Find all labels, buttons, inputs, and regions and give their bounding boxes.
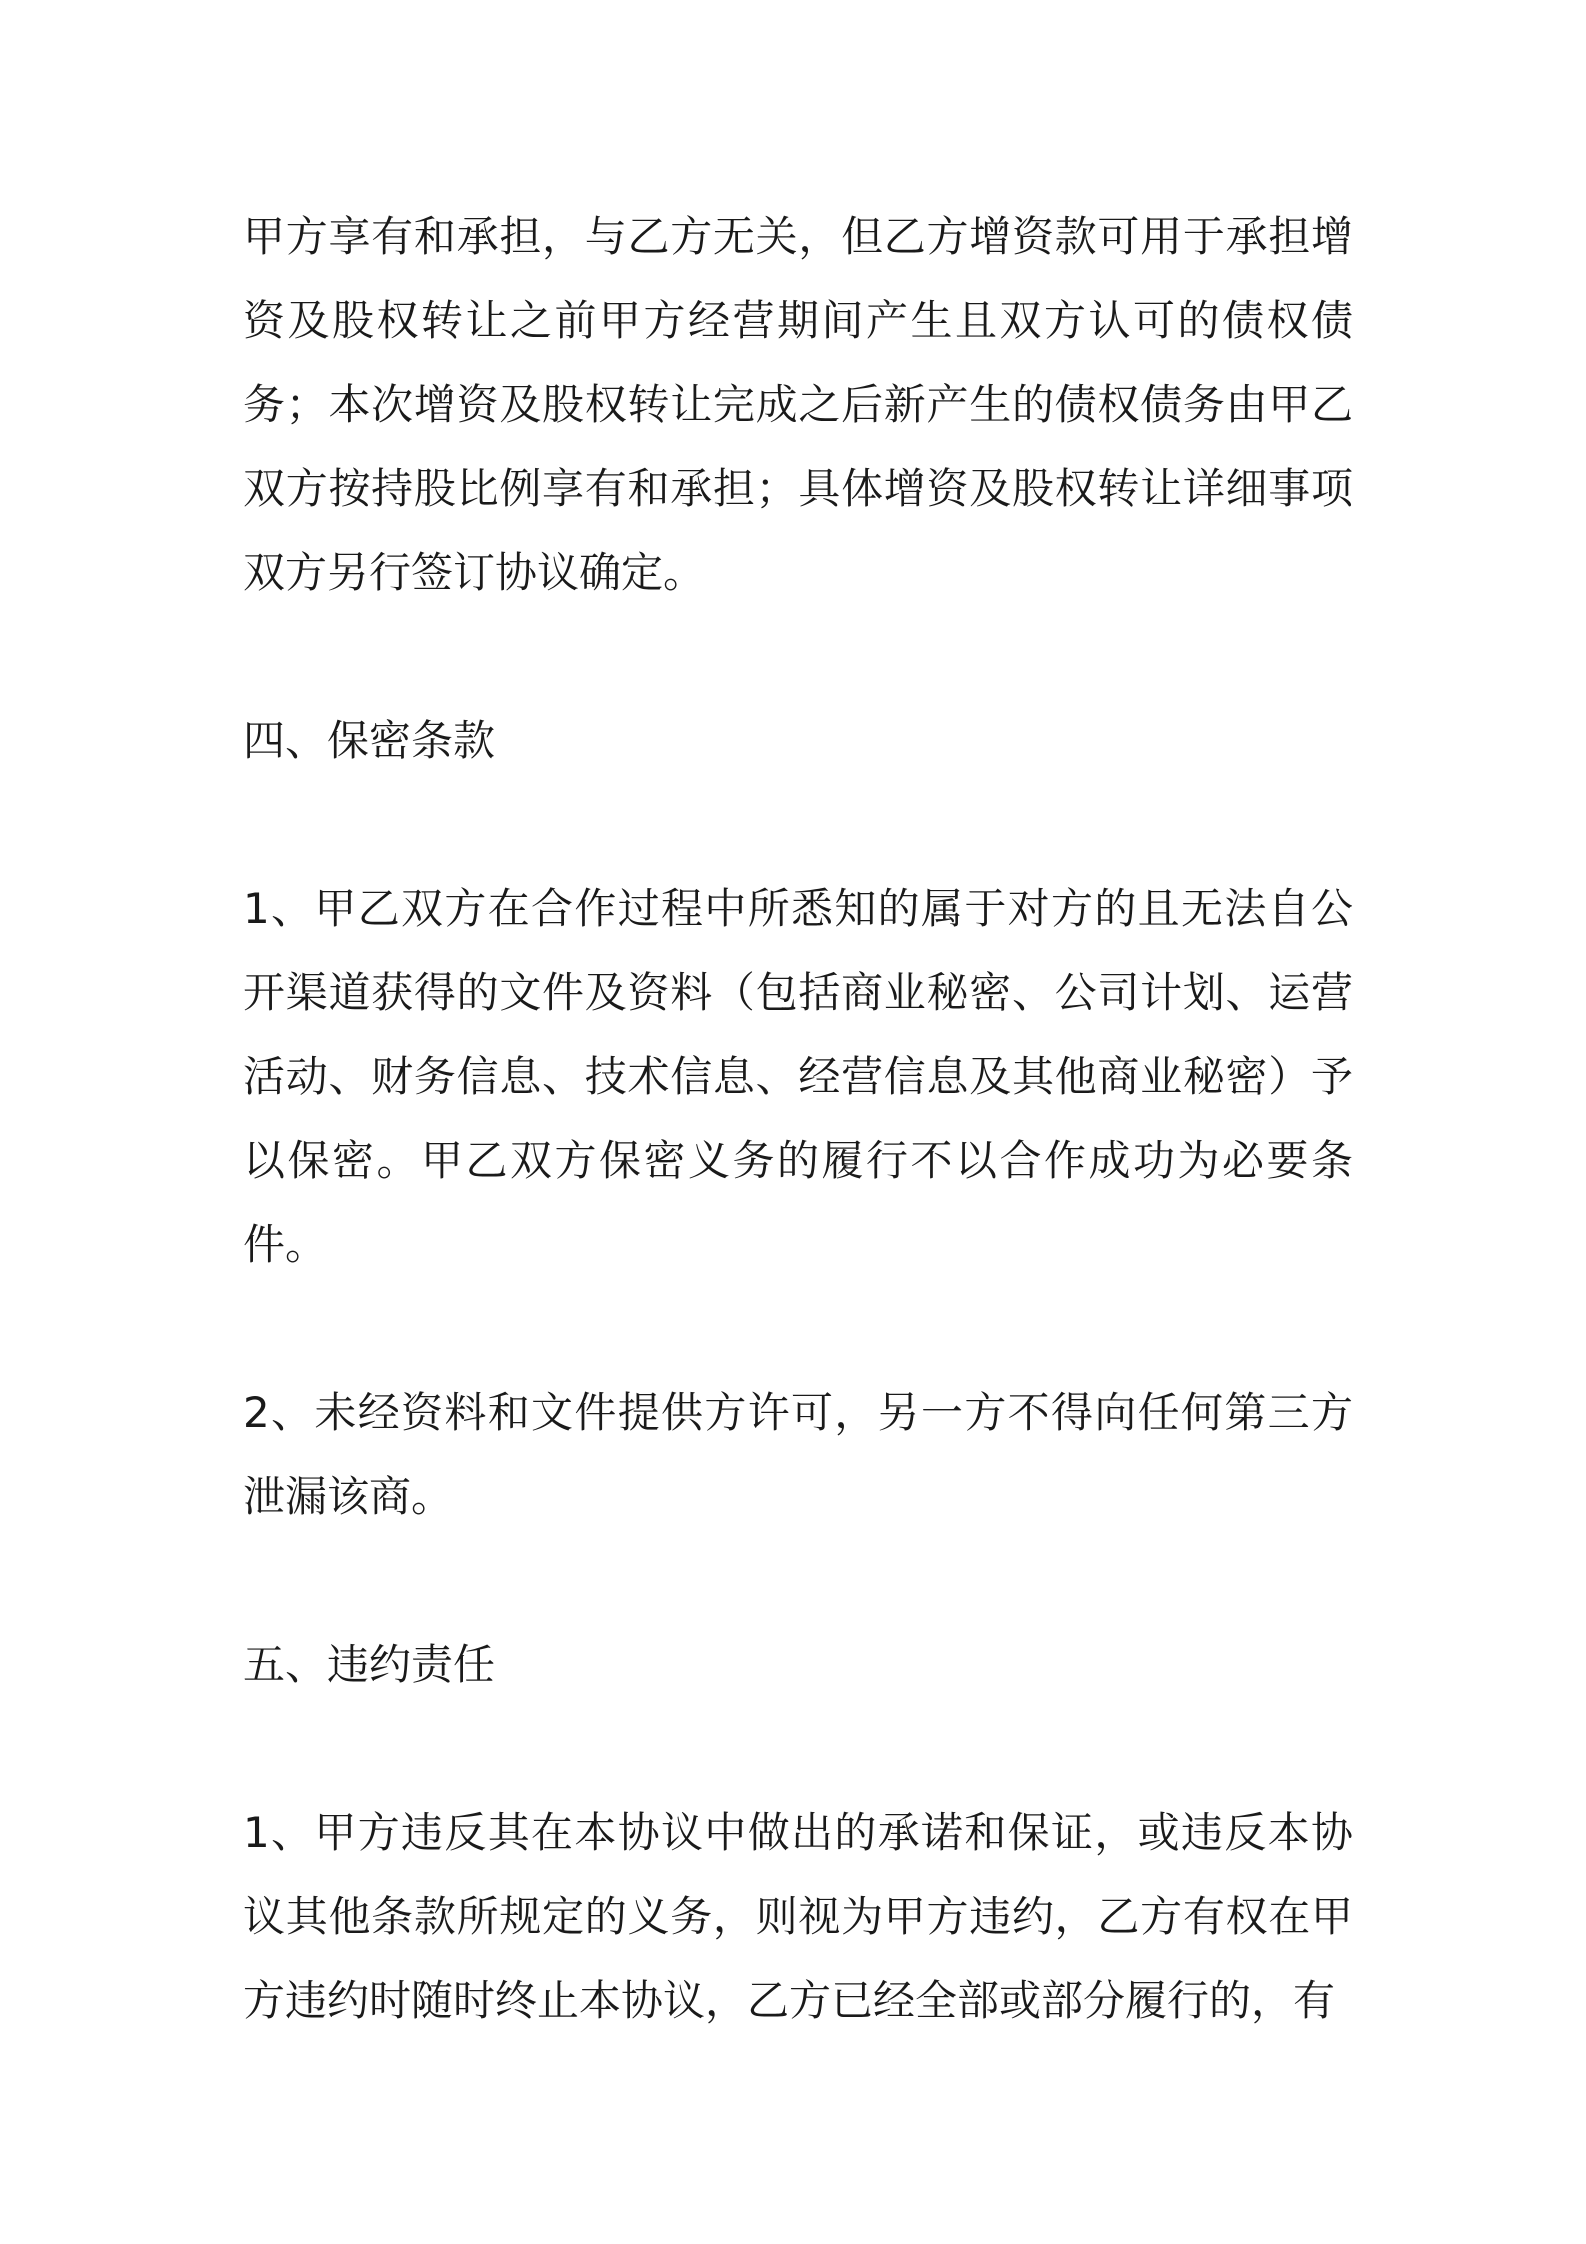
paragraph-confidentiality-2: 2、未经资料和文件提供方许可，另一方不得向任何第三方泄漏该商。 bbox=[243, 1388, 1353, 1521]
paragraph-debt-terms: 甲方享有和承担，与乙方无关，但乙方增资款可用于承担增资及股权转让之前甲方经营期间产生且双方认可的债权债务；本次增资及股权转让完成之后新产生的债权债务由甲乙双方按持股比例享有和承担；具体增资及股权转让详细事项双方另行签订协议确定。 bbox=[243, 212, 1353, 597]
document-page bbox=[243, 195, 1353, 2127]
heading-confidentiality: 四、保密条款 bbox=[243, 716, 496, 765]
heading-breach-liability: 五、违约责任 bbox=[243, 1640, 496, 1689]
paragraph-breach-1: 1、甲方违反其在本协议中做出的承诺和保证，或违反本协议其他条款所规定的义务，则视为甲方违约，乙方有权在甲方违约时随时终止本协议，乙方已经全部或部分履行的，有 bbox=[243, 1808, 1353, 2025]
paragraph-confidentiality-1: 1、甲乙双方在合作过程中所悉知的属于对方的且无法自公开渠道获得的文件及资料（包括商业秘密、公司计划、运营活动、财务信息、技术信息、经营信息及其他商业秘密）予以保密。甲乙双方保密义务的履行不以合作成功为必要条件。 bbox=[243, 884, 1353, 1269]
